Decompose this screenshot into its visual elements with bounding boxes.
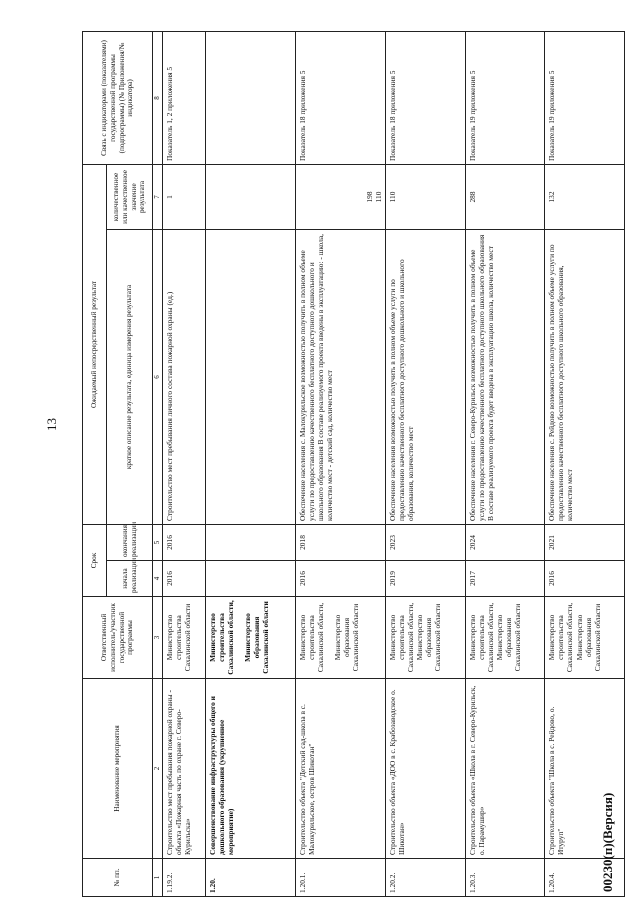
end-year: 2018	[295, 524, 385, 560]
start-year: 2016	[545, 561, 625, 597]
table-row	[205, 31, 295, 896]
header-end: окончания реализации	[107, 524, 153, 560]
row-number: 1.20.1.	[295, 859, 385, 897]
result-description: Обеспечение населения с. Рейдово возможностью получить в полном объеме услуги по предоставлению качественного бесплатного доступного школьного образования, количество мест	[545, 229, 625, 524]
column-number: 5	[153, 524, 163, 560]
end-year	[205, 524, 295, 560]
result-description: Обеспечение населения г. Северо-Курильск возможностью получить в полном объеме услуги по предоставлению качественного бесплатного доступного школьного образования В составе реализуемого проекта будет введена в эксплуатацию школа, количество мест	[465, 229, 545, 524]
quantity-value: 198	[365, 191, 375, 203]
responsible-line: Министерство образования Сахалинской области	[494, 603, 523, 672]
header-result: Ожидаемый непосредственный результат	[83, 164, 107, 524]
page-number: 13	[44, 418, 59, 431]
responsible-line: Министерство образования Сахалинской области	[333, 603, 361, 672]
measure-name: Совершенствование инфраструктуры общего и дошкольного образования (укрупненное мероприятие)	[205, 679, 295, 859]
column-number: 8	[153, 31, 163, 164]
header-start: начала реализации	[107, 561, 153, 597]
measures-table	[82, 31, 625, 897]
measure-name: Строительство объекта "Детский сад-школа в с. Малокурильское, остров Шикотан"	[295, 679, 385, 859]
responsible-line: Министерство строительства Сахалинской области,	[207, 600, 235, 675]
row-number: 1.20.3.	[465, 859, 545, 897]
column-number: 6	[153, 229, 163, 524]
table-row	[162, 31, 205, 896]
measures-table-sheet	[82, 32, 625, 897]
column-number: 2	[153, 679, 163, 859]
responsible-cell	[205, 597, 295, 679]
responsible-line: Министерство образования Сахалинской области	[242, 601, 270, 674]
measure-name: Строительство объекта «Школа в г. Северо-Курильск, о. Парамушир»	[465, 679, 545, 859]
header-result-qty: количественное или качественное значение результата	[107, 164, 153, 229]
column-number: 1	[153, 859, 163, 897]
column-number: 3	[153, 597, 163, 679]
result-description: Обеспечение населения с. Малокурильское возможностью получить в полном объеме услуги по предоставлению качественного бесплатного доступного дошкольного и школьного образования В составе реализуемого проекта введены в эксплуатацию: - школа, количество мест - детский сад, количество мест	[295, 229, 385, 524]
header-term: Срок	[83, 524, 107, 596]
result-description: Обеспечение населения возможностью получить в полном объеме услуги по предоставлению качественного бесплатного доступного дошкольного и школьного образования, количество мест	[386, 229, 466, 524]
responsible-line: Министерство образования Сахалинской области	[574, 603, 602, 672]
responsible-line: Министерство образования Сахалинской области	[415, 603, 443, 672]
row-number: 1.20.4.	[545, 859, 625, 897]
start-year: 2017	[465, 561, 545, 597]
row-number: 1.19.2.	[162, 859, 205, 897]
header-responsible: Ответственный исполнитель/участник государственной программы	[83, 597, 153, 679]
end-year: 2024	[465, 524, 545, 560]
document-version-code: 00230(п)(Версия)	[600, 792, 615, 892]
measure-name: Строительство объекта "Школа в с. Рейдово, о. Итуруп"	[545, 679, 625, 859]
indicator-link: Показатель 18 приложения 5	[295, 31, 385, 164]
result-description: Строительство мест пребывания личного состава пожарной охраны (ед.)	[162, 229, 205, 524]
responsible-cell	[386, 597, 466, 679]
header-name: Наименование мероприятия	[83, 679, 153, 859]
measure-name: Строительство объекта «ДОО в с. Крабозаводское о. Шикотан»	[386, 679, 466, 859]
indicator-link: Показатель 19 приложения 5	[465, 31, 545, 164]
column-number: 7	[153, 164, 163, 229]
header-result-desc: краткое описание результата, единица измерения результата	[107, 229, 153, 524]
table-row	[295, 31, 385, 896]
responsible-cell	[465, 597, 545, 679]
quantity-value: 110	[388, 191, 398, 203]
result-quantity	[162, 164, 205, 229]
quantity-value: 132	[547, 191, 557, 203]
table-row	[386, 31, 466, 896]
start-year: 2019	[386, 561, 466, 597]
quantity-value: 110	[374, 191, 384, 203]
header-num: № пп.	[83, 859, 153, 897]
indicator-link: Показатель 19 приложения 5	[545, 31, 625, 164]
result-quantity	[545, 164, 625, 229]
quantity-value: 1	[164, 195, 174, 199]
column-number-row	[153, 31, 163, 896]
indicator-link: Показатель 1, 2 приложения 5	[162, 31, 205, 164]
start-year	[205, 561, 295, 597]
result-quantity	[205, 164, 295, 229]
responsible-cell	[545, 597, 625, 679]
responsible-line: Министерство строительства Сахалинской области,	[547, 602, 575, 673]
table-row	[465, 31, 545, 896]
responsible-line: Министерство строительства Сахалинской области,	[297, 602, 326, 673]
end-year: 2021	[545, 524, 625, 560]
quantity-value: 288	[467, 191, 477, 203]
row-number: 1.20.	[205, 859, 295, 897]
row-number: 1.20.2.	[386, 859, 466, 897]
responsible-cell	[162, 597, 205, 679]
column-number: 4	[153, 561, 163, 597]
header-link: Связь с индикаторами (показателями) государственной программы (подпрограммы) (№ Приложения/№ индикатора)	[83, 31, 153, 164]
responsible-cell	[295, 597, 385, 679]
start-year: 2016	[295, 561, 385, 597]
responsible-line: Министерство строительства Сахалинской области,	[388, 602, 416, 673]
responsible-line: Министерство строительства Сахалинской области,	[467, 602, 495, 673]
start-year: 2016	[162, 561, 205, 597]
result-quantity	[465, 164, 545, 229]
measure-name: Строительство мест пребывания пожарной охраны - объекта «Пожарная часть по охране г. Северо-Курильска»	[162, 679, 205, 859]
indicator-link: Показатель 18 приложения 5	[386, 31, 466, 164]
result-quantity	[386, 164, 466, 229]
end-year: 2016	[162, 524, 205, 560]
indicator-link	[205, 31, 295, 164]
end-year: 2023	[386, 524, 466, 560]
result-quantity	[295, 164, 385, 229]
table-row	[545, 31, 625, 896]
result-description	[205, 229, 295, 524]
responsible-line: Министерство строительства Сахалинской области	[164, 603, 192, 672]
